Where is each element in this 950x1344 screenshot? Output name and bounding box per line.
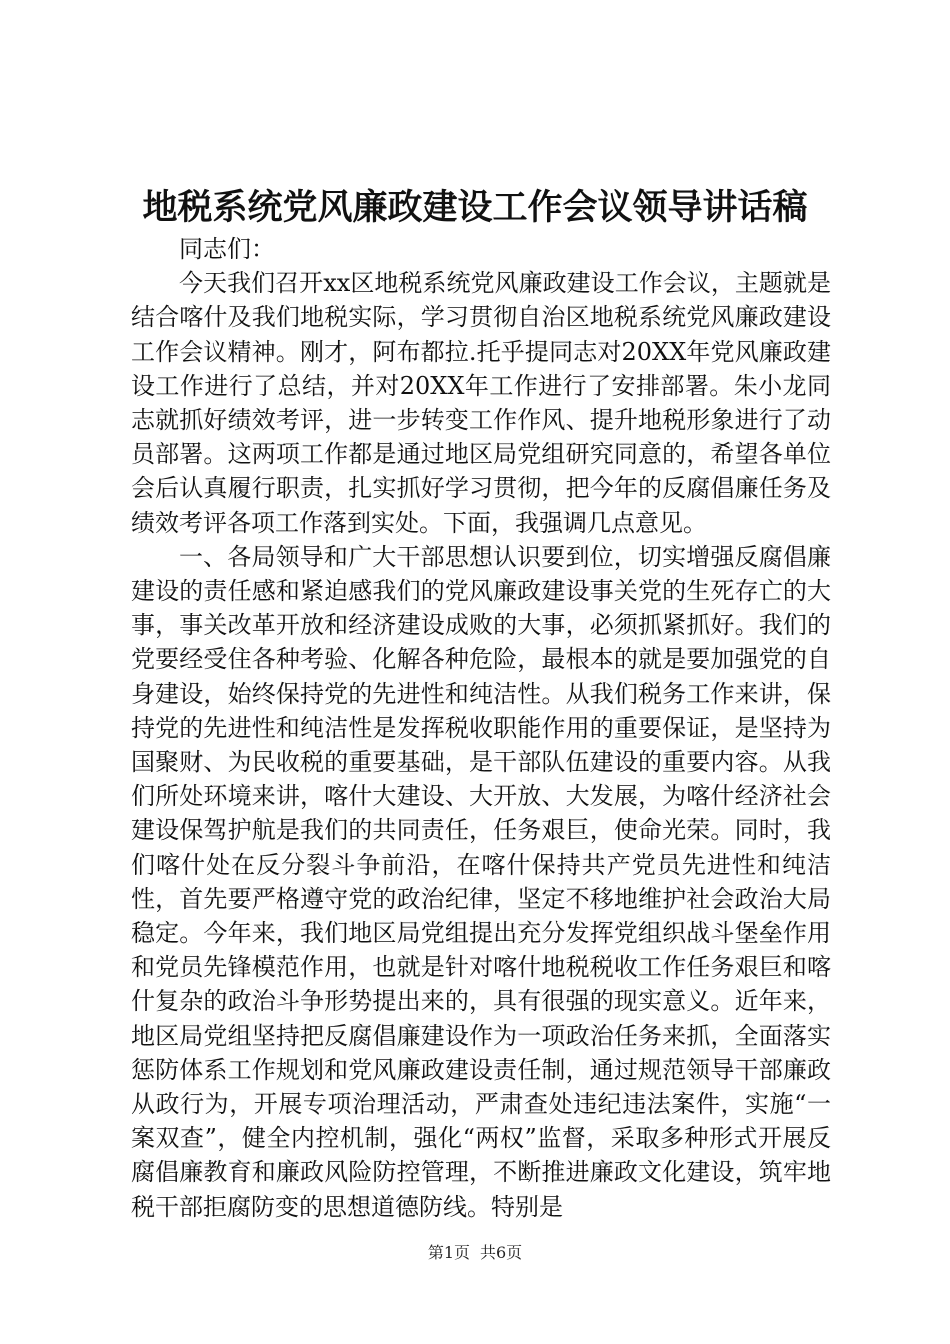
- paragraph: 今天我们召开xx区地税系统党风廉政建设工作会议，主题就是结合喀什及我们地税实际，学习贯彻自治区地税系统党风廉政建设工作会议精神。刚才，阿布都拉.托乎提同志对20XX年党风廉政建设工作进行了总结，并对20XX年工作进行了安排部署。朱小龙同志就抓好绩效考评，进一步转变工作作风、提升地税形象进行了动员部署。这两项工作都是通过地区局党组研究同意的，希望各单位会后认真履行职责，扎实抓好学习贯彻，把今年的反腐倡廉任务及绩效考评各项工作落到实处。下面，我强调几点意见。: [131, 269, 831, 537]
- salutation: 同志们：: [179, 235, 275, 263]
- paragraph: 一、各局领导和广大干部思想认识要到位，切实增强反腐倡廉建设的责任感和紧迫感我们的党风廉政建设事关党的生死存亡的大事，事关改革开放和经济建设成败的大事，必须抓紧抓好。我们的党要经受住各种考验、化解各种危险，最根本的就是要加强党的自身建设，始终保持党的先进性和纯洁性。从我们税务工作来讲，保持党的先进性和纯洁性是发挥税收职能作用的重要保证，是坚持为国聚财、为民收税的重要基础，是干部队伍建设的重要内容。从我们所处环境来讲，喀什大建设、大开放、大发展，为喀什经济社会建设保驾护航是我们的共同责任，任务艰巨，使命光荣。同时，我们喀什处在反分裂斗争前沿，在喀什保持共产党员先进性和纯洁性，首先要严格遵守党的政治纪律，坚定不移地维护社会政治大局稳定。今年来，我们地区局党组提出充分发挥党组织战斗堡垒作用和党员先锋模范作用，也就是针对喀什地税税收工作任务艰巨和喀什复杂的政治斗争形势提出来的，具有很强的现实意义。近年来，地区局党组坚持把反腐倡廉建设作为一项政治任务来抓，全面落实惩防体系工作规划和党风廉政建设责任制，通过规范领导干部廉政从政行为，开展专项治理活动，严肃查处违纪违法案件，实施“一案双查”，健全内控机制，强化“两权”监督，采取多种形式开展反腐倡廉教育和廉政风险防控管理，不断推进廉政文化建设，筑牢地税干部拒腐防变的思想道德防线。特别是: [131, 542, 831, 1221]
- page-total: 共6页: [480, 1243, 523, 1262]
- page-footer: [0, 1243, 950, 1263]
- page-number: 第1页: [427, 1243, 470, 1262]
- document-body: [131, 232, 831, 1224]
- page-title: 地税系统党风廉政建设工作会议领导讲话稿: [142, 187, 808, 228]
